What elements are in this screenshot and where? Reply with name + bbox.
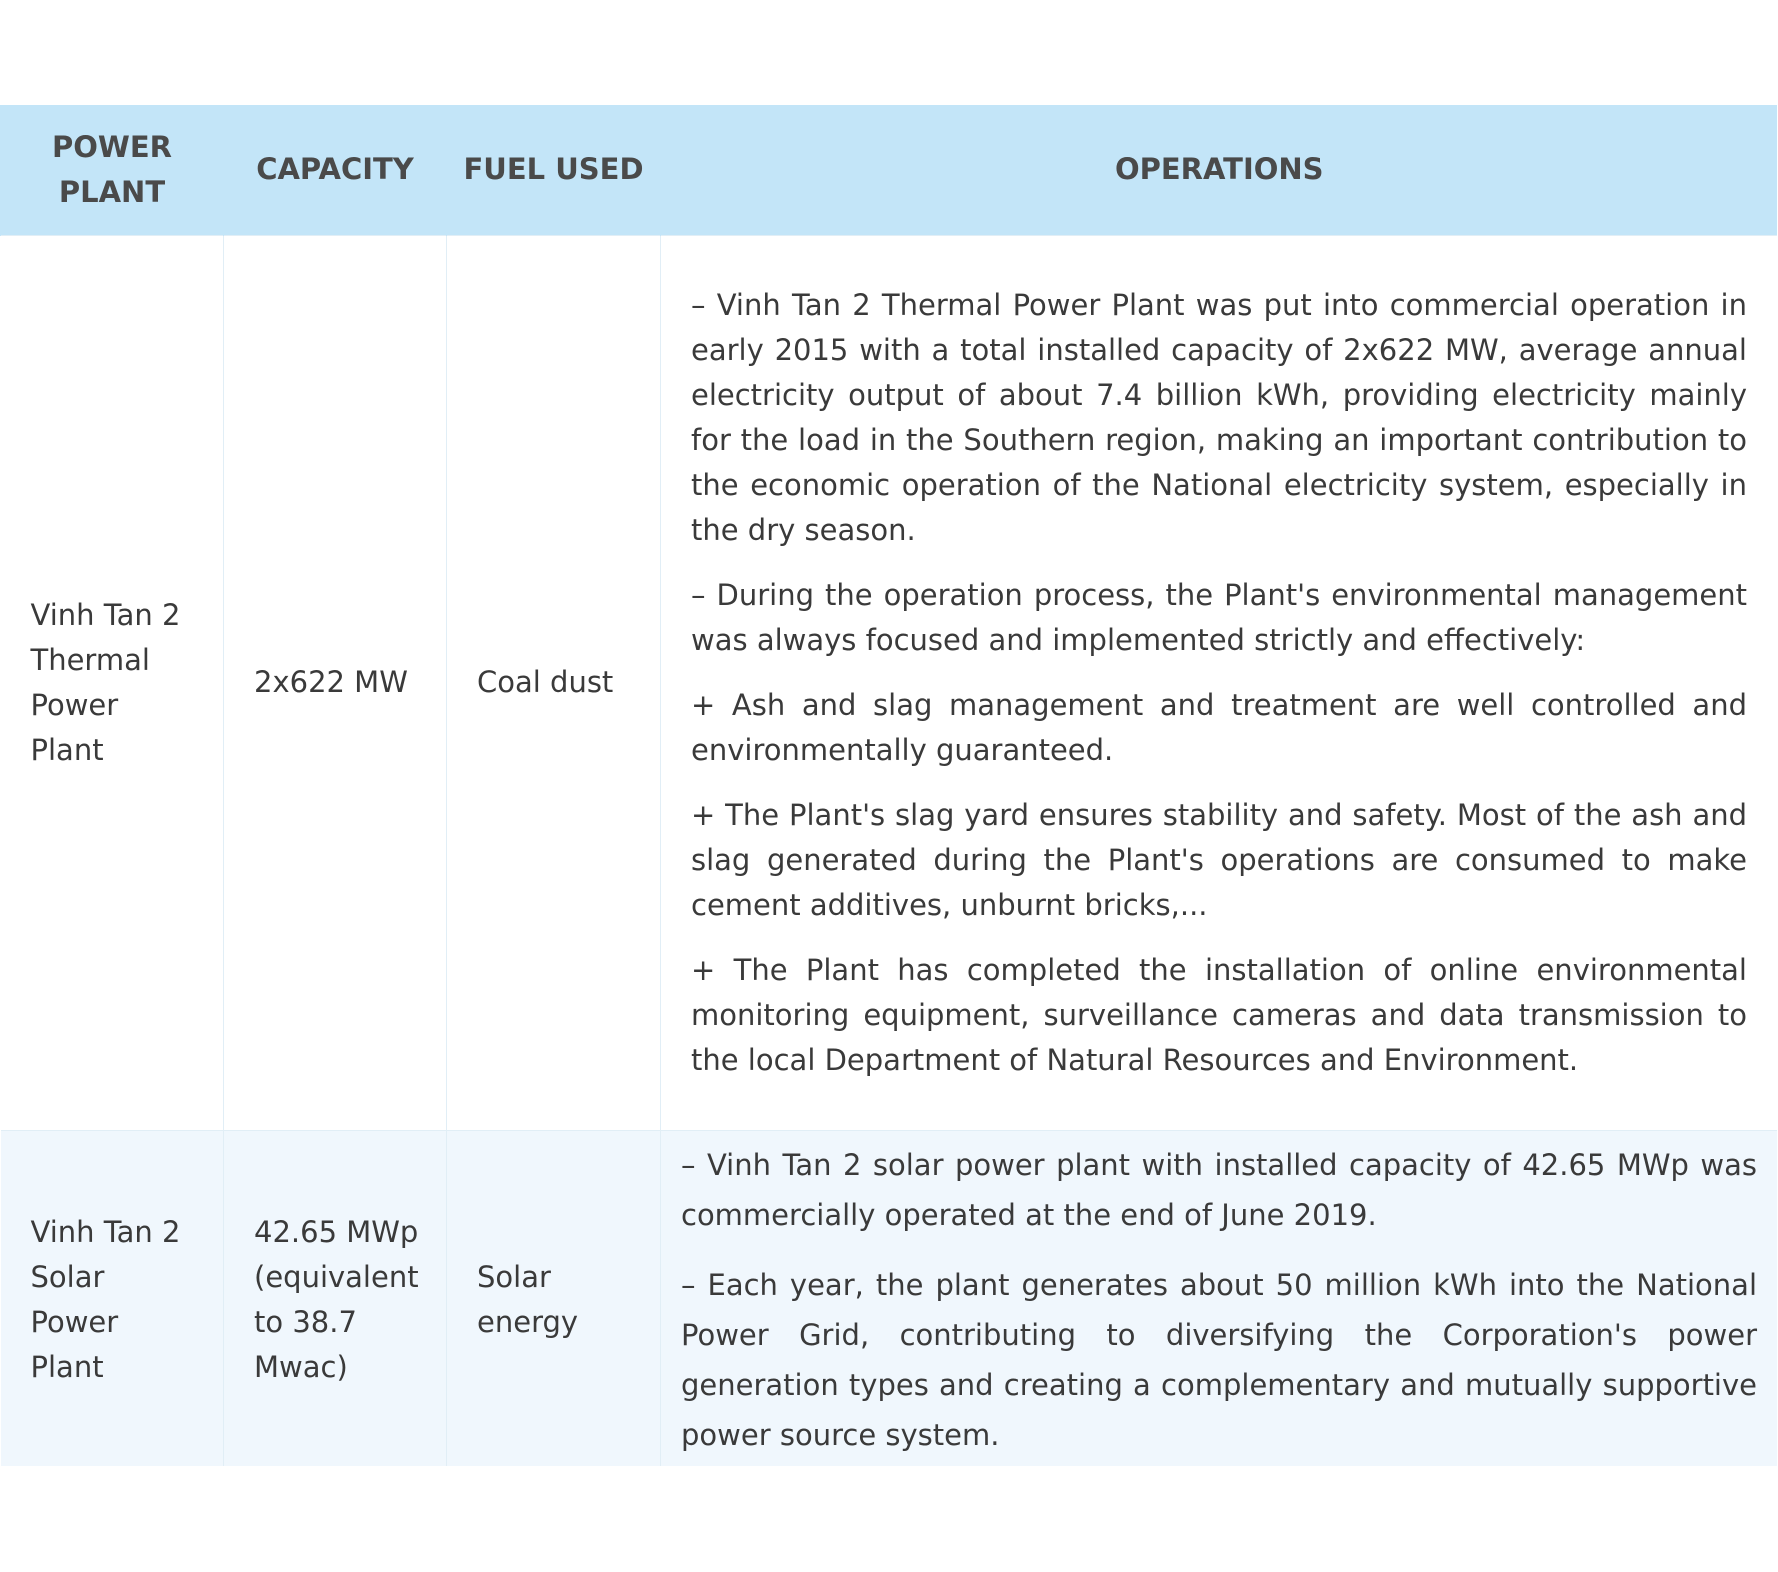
header-capacity: CAPACITY [224, 105, 447, 235]
power-plants-table [0, 105, 1777, 1466]
capacity-cell: 42.65 MWp (equivalent to 38.7 Mwac) [224, 1130, 447, 1466]
table-row [1, 1130, 1778, 1466]
table-row [1, 235, 1778, 1130]
operations-paragraph: + Ash and slag management and treatment are well controlled and environmentally guaranteed. [691, 687, 1747, 767]
operations-paragraph: + The Plant has completed the installation of online environmental monitoring equipment, surveillance cameras and data transmission to the local Department of Natural Resources and Environment. [691, 952, 1747, 1077]
capacity-cell: 2x622 MW [224, 235, 447, 1130]
operations-paragraph: – Each year, the plant generates about 50 million kWh into the National Power Grid, contributing to diversifying the Corporation's power generation types and creating a complementary and mutually supportive power source system. [681, 1268, 1757, 1452]
operations-paragraph: – During the operation process, the Plant's environmental management was always focused and implemented strictly and effectively: [691, 577, 1747, 657]
operations-paragraph: + The Plant's slag yard ensures stability and safety. Most of the ash and slag generated during the Plant's operations are consumed to make cement additives, unburnt bricks,... [691, 797, 1747, 922]
table-body [1, 235, 1778, 1466]
header-operations: OPERATIONS [661, 105, 1778, 235]
operations-paragraph: – Vinh Tan 2 Thermal Power Plant was put into commercial operation in early 2015 with a total installed capacity of 2x622 MW, average annual electricity output of about 7.4 billion kWh, providing electricity mainly for the load in the Southern region, making an important contribution to the economic operation of the National electricity system, especially in the dry season. [691, 287, 1747, 547]
table-header [1, 105, 1778, 235]
header-power-plant: POWER PLANT [1, 105, 224, 235]
fuel-cell: Solar energy [447, 1130, 661, 1466]
header-row [1, 105, 1778, 235]
operations-cell [661, 235, 1778, 1130]
plant-name-cell: Vinh Tan 2 Thermal Power Plant [1, 235, 224, 1130]
plant-name-cell: Vinh Tan 2 Solar Power Plant [1, 1130, 224, 1466]
power-plants-table-container [0, 105, 1777, 1466]
fuel-cell: Coal dust [447, 235, 661, 1130]
operations-cell [661, 1130, 1778, 1466]
header-fuel-used: FUEL USED [447, 105, 661, 235]
operations-paragraph: – Vinh Tan 2 solar power plant with installed capacity of 42.65 MWp was commercially operated at the end of June 2019. [681, 1148, 1757, 1232]
